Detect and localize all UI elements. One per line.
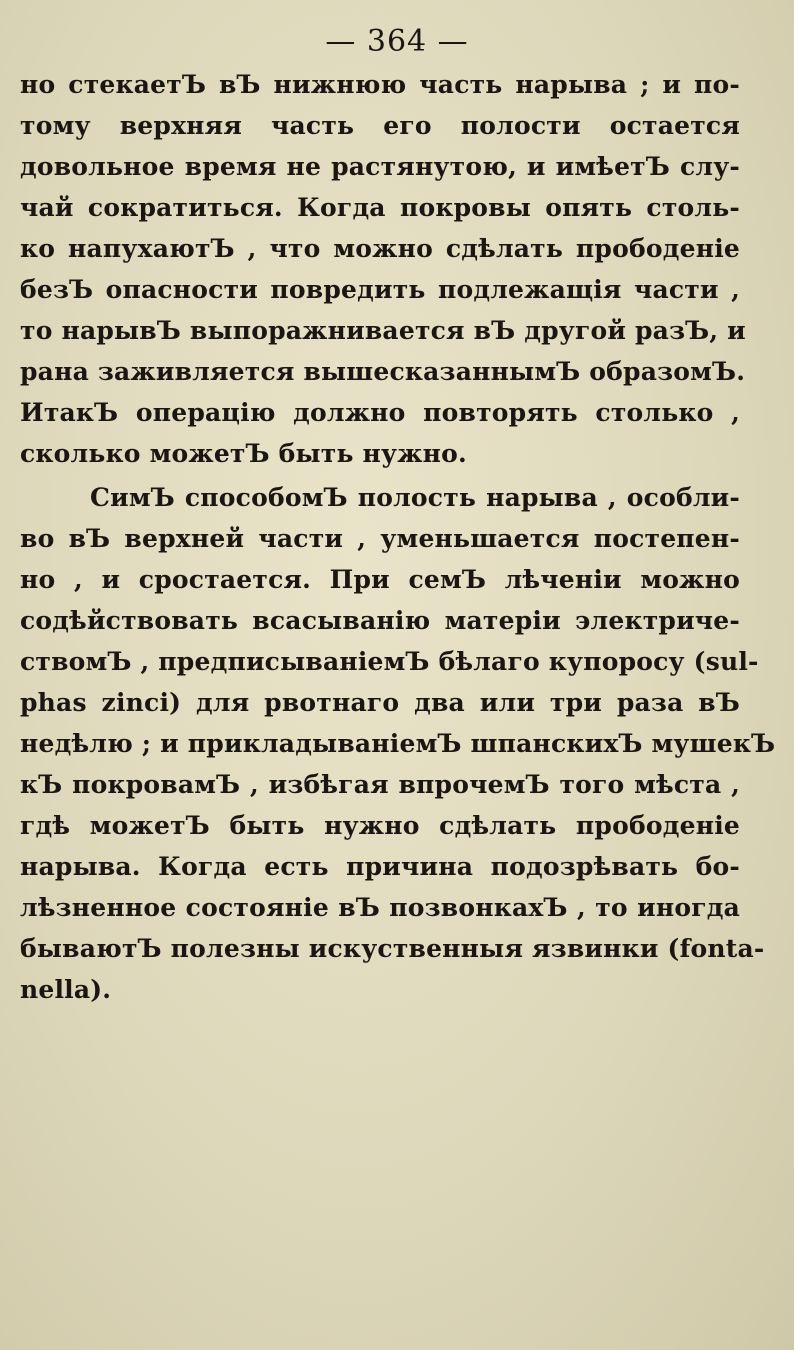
text-line: недѣлю ; и прикладыванiемЪ шпанскихЪ мушекЪ bbox=[20, 729, 776, 758]
text-line: содѣйствовать всасыванiю матерiи электриче- bbox=[20, 606, 740, 635]
text-line: СимЪ способомЪ полость нарыва , особли- bbox=[90, 483, 740, 512]
page-number: — 364 — bbox=[325, 24, 469, 59]
text-line: но стекаетЪ вЪ нижнюю часть нарыва ; и по- bbox=[20, 70, 740, 99]
text-line: довольное время не растянутою, и имѣетЪ слу- bbox=[20, 152, 740, 181]
text-line: чай сократиться. Когда покровы опять столь- bbox=[20, 193, 740, 222]
text-line: но , и сростается. При семЪ лѣченiи можно bbox=[20, 565, 740, 594]
text-line: нарыва. Когда есть причина подозрѣвать бо- bbox=[20, 852, 740, 881]
text-line: кЪ покровамЪ , избѣгая впрочемЪ того мѣста , bbox=[20, 770, 740, 799]
text-line: безЪ опасности повредить подлежащiя части , bbox=[20, 275, 740, 304]
text-line: ко напухаютЪ , что можно сдѣлать прободенiе bbox=[20, 234, 740, 263]
text-line: ствомЪ , предписыванiемЪ бѣлаго купоросу (sul- bbox=[20, 647, 759, 676]
text-line: тому верхняя часть его полости остается bbox=[20, 111, 740, 140]
text-line: бываютЪ полезны искуственныя язвинки (fonta- bbox=[20, 934, 765, 963]
text-line: во вЪ верхней части , уменьшается постепен- bbox=[20, 524, 740, 553]
text-line: то нарывЪ выпоражнивается вЪ другой разЪ, и bbox=[20, 316, 746, 345]
text-line: phas zinci) для рвотнаго два или три раза вЪ bbox=[20, 688, 740, 717]
text-line: рана заживляется вышесказаннымЪ образомЪ. bbox=[20, 357, 746, 386]
text-line: гдѣ можетЪ быть нужно сдѣлать прободенiе bbox=[20, 811, 740, 840]
text-line: ИтакЪ операцiю должно повторять столько , bbox=[20, 398, 740, 427]
text-line: nella). bbox=[20, 975, 112, 1004]
text-line: лѣзненное состоянiе вЪ позвонкахЪ , то иногда bbox=[20, 893, 740, 922]
text-line: сколько можетЪ быть нужно. bbox=[20, 439, 467, 468]
